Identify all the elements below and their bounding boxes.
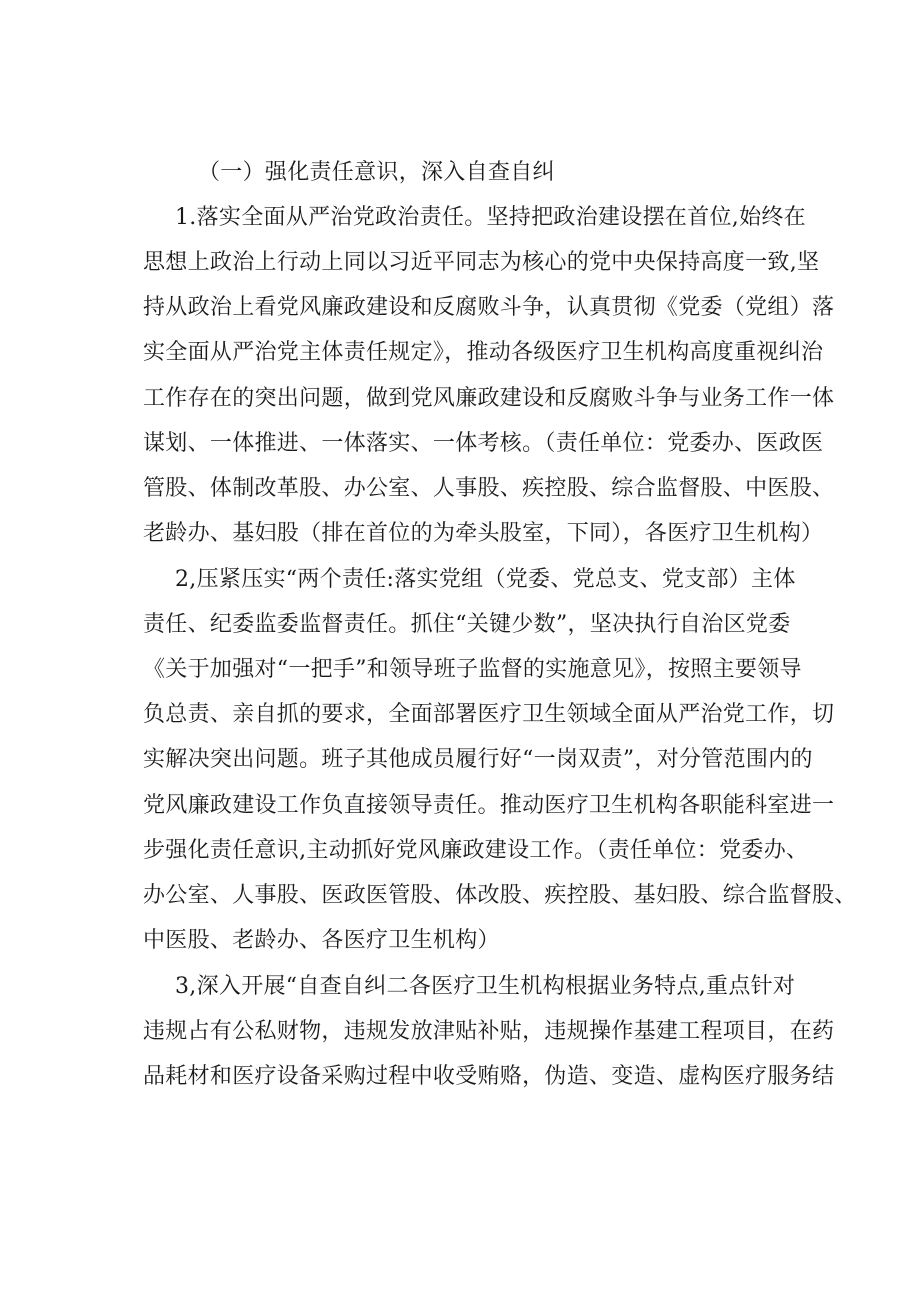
paragraph-line: 2,压紧压实“两个责任:落实党组（党委、党总支、党支部）主体 <box>175 567 796 592</box>
paragraph-line: 责任、纪委监委监督责任。抓住“关键少数”，坚决执行自治区党委 <box>143 612 791 637</box>
paragraph-line: 党风廉政建设工作负直接领导责任。推动医疗卫生机构各职能科室进一 <box>143 793 835 818</box>
paragraph-line: 《关于加强对“一把手”和领导班子监督的实施意见》，按照主要领导 <box>143 657 802 682</box>
paragraph-line: 违规占有公私财物，违规发放津贴补贴，违规操作基建工程项目，在药 <box>143 1019 835 1044</box>
paragraph-line: 办公室、人事股、医政医管股、体改股、疾控股、基妇股、综合监督股、 <box>143 883 857 908</box>
paragraph-line: 管股、体制改革股、办公室、人事股、疾控股、综合监督股、中医股、 <box>143 476 835 501</box>
paragraph-line: 步强化责任意识,主动抓好党风廉政建设工作。（责任单位：党委办、 <box>143 838 809 863</box>
paragraph-line: 老龄办、基妇股（排在首位的为牵头股室，下同），各医疗卫生机构） <box>143 521 824 546</box>
paragraph-line: 思想上政治上行动上同以习近平同志为核心的党中央保持高度一致,坚 <box>143 250 820 275</box>
paragraph-line: 实全面从严治党主体责任规定》，推动各级医疗卫生机构高度重视纠治 <box>143 340 824 365</box>
paragraph-line: 持从政治上看党风廉政建设和反腐败斗争，认真贯彻《党委（党组）落 <box>143 295 835 320</box>
paragraph-line: 品耗材和医疗设备采购过程中收受贿赂，伪造、变造、虚构医疗服务结 <box>143 1064 835 1089</box>
paragraph-line: 中医股、老龄办、各医疗卫生机构） <box>143 928 500 953</box>
paragraph-line: 工作存在的突出问题，做到党风廉政建设和反腐败斗争与业务工作一体 <box>143 386 835 411</box>
section-heading: （一）强化责任意识，深入自查自纠 <box>198 160 555 185</box>
paragraph-line: 1.落实全面从严治党政治责任。坚持把政治建设摆在首位,始终在 <box>175 205 806 230</box>
paragraph-line: 负总责、亲自抓的要求，全面部署医疗卫生领域全面从严治党工作，切 <box>143 702 835 727</box>
paragraph-line: 谋划、一体推进、一体落实、一体考核。（责任单位：党委办、医政医 <box>143 431 824 456</box>
paragraph-line: 3,深入开展“自查自纠二各医疗卫生机构根据业务特点,重点针对 <box>175 974 796 999</box>
paragraph-line: 实解决突出问题。班子其他成员履行好“一岗双责”，对分管范围内的 <box>143 747 813 772</box>
